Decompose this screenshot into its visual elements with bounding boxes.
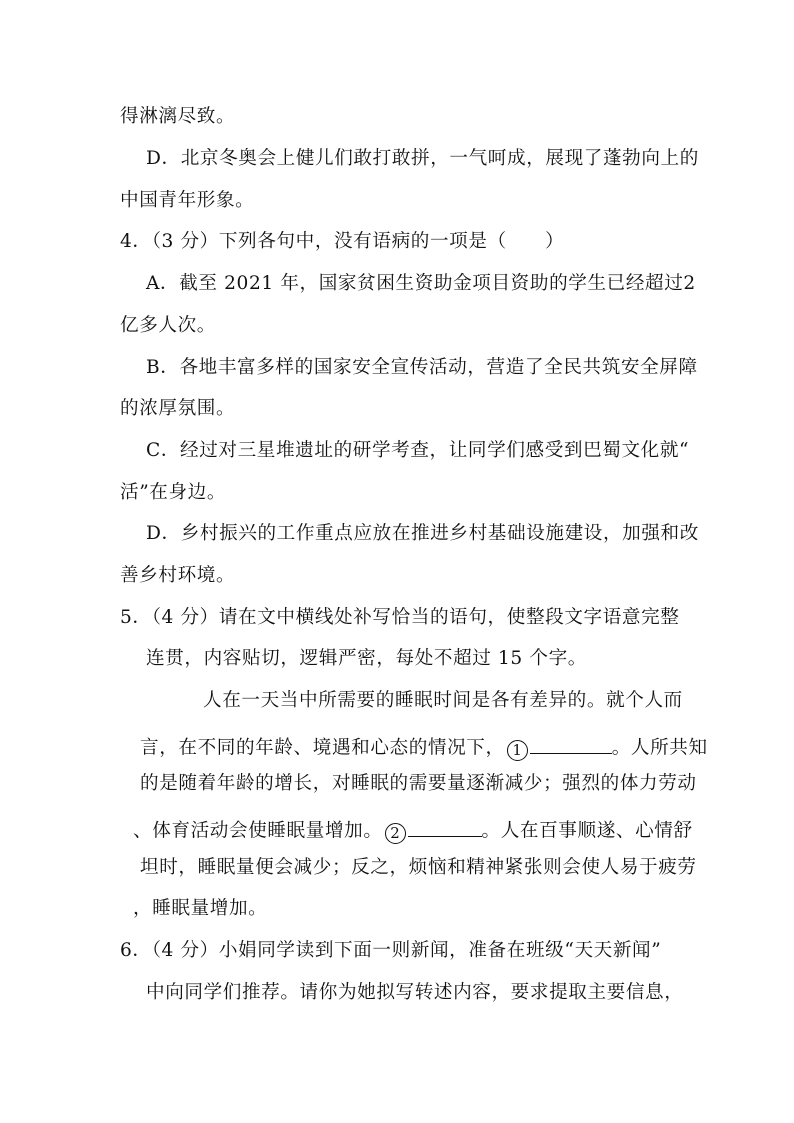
q4-option-c-line2: 活”在身边。 xyxy=(120,482,227,503)
q5-passage-line2-text: 言，在不同的年龄、境遇和心态的情况下， xyxy=(140,737,505,759)
q4-option-b-line2: 的浓厚氛围。 xyxy=(120,398,236,419)
q4-option-a-line2: 亿多人次。 xyxy=(120,315,216,336)
blank-1-marker: 1 xyxy=(507,740,528,761)
q4-option-a-line1: A．截至 2021 年，国家贫困生资助金项目资助的学生已经超过2 xyxy=(146,273,696,294)
blank-2-marker: 2 xyxy=(385,823,406,844)
q4-option-d-line2: 善乡村环境。 xyxy=(120,565,236,586)
q5-stem-line2: 连贯，内容贴切，逻辑严密，每处不超过 15 个字。 xyxy=(146,648,587,669)
q4-stem: 4．（3 分）下列各句中，没有语病的一项是（ ） xyxy=(120,231,565,252)
q6-stem-line2: 中向同学们推荐。请你为她拟写转述内容，要求提取主要信息， xyxy=(146,982,684,1003)
q3-option-d-line2: 中国青年形象。 xyxy=(120,190,255,211)
q5-passage-line4 xyxy=(133,817,693,844)
q5-passage-line3: 的是随着年龄的增长，对睡眠的需要量逐渐减少；强烈的体力劳动 xyxy=(140,773,697,794)
q5-stem-line1: 5．（4 分）请在文中横线处补写恰当的语句，使整段文字语意完整 xyxy=(120,607,680,628)
q4-option-c-line1: C．经过对三星堆遗址的研学考查，让同学们感受到巴蜀文化就“ xyxy=(146,440,690,461)
q5-passage-line4-text: 、体育活动会使睡眠量增加。 xyxy=(133,820,383,842)
q3-option-c-continuation: 得淋漓尽致。 xyxy=(120,106,236,127)
q5-passage-line2 xyxy=(140,734,708,761)
q5-passage-line4-tail: 。人在百事顺遂、心情舒 xyxy=(481,820,693,842)
blank-2-answer-line[interactable] xyxy=(408,817,482,837)
q5-passage-line2-tail: 。人所共知 xyxy=(611,737,708,759)
q5-passage-line5: 坦时，睡眠量便会减少；反之，烦恼和精神紧张则会使人易于疲劳 xyxy=(140,857,697,878)
q5-passage-line1: 人在一天当中所需要的睡眠时间是各有差异的。就个人而 xyxy=(203,690,683,711)
blank-1-answer-line[interactable] xyxy=(530,734,612,754)
q4-option-b-line1: B．各地丰富多样的国家安全宣传活动，营造了全民共筑安全屏障 xyxy=(146,357,698,378)
q6-stem-line1: 6．（4 分）小娟同学读到下面一则新闻，准备在班级“天天新闻” xyxy=(120,940,662,961)
q3-option-d-line1: D．北京冬奥会上健儿们敢打敢拼，一气呵成，展现了蓬勃向上的 xyxy=(146,148,699,169)
q5-passage-line6: ，睡眠量增加。 xyxy=(133,898,268,919)
q4-option-d-line1: D．乡村振兴的工作重点应放在推进乡村基础设施建设，加强和改 xyxy=(146,523,699,544)
